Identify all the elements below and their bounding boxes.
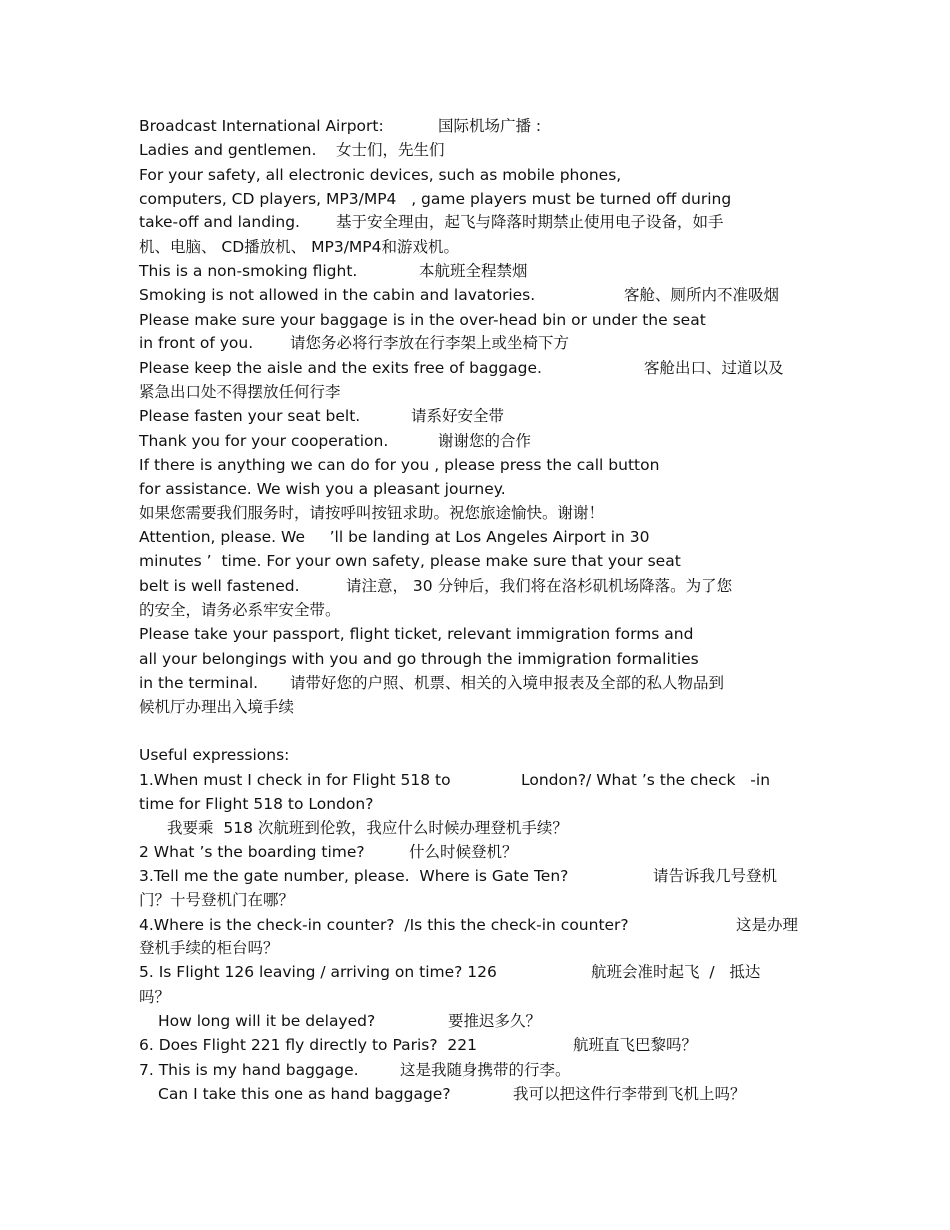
expr-4-zh-2: 登机手续的柜台吗？ (139, 939, 279, 957)
expr-1-line-2: time for Flight 518 to London? (139, 795, 374, 813)
expr-3-zh-2: 门？十号登机门在哪？ (139, 891, 295, 909)
line-baggage-2-zh: 请您务必将行李放在行李架上或坐椅下方 (290, 334, 570, 352)
line-passport-2: all your belongings with you and go through the immigration formalities (139, 650, 699, 668)
line-smoking: Smoking is not allowed in the cabin and lavatories. (139, 286, 536, 304)
expr-5b-zh: 要推迟多久？ (448, 1012, 542, 1030)
expr-7b: Can I take this one as hand baggage? (158, 1085, 451, 1103)
line-takeoff-zh: 基于安全理由，起飞与降落时期禁止使用电子设备，如手 (336, 213, 724, 231)
line-aisle-zh-2: 紧急出口处不得摆放任何行李 (139, 383, 341, 401)
line-safety-2: computers, CD players, MP3/MP4 , game players must be turned off during (139, 190, 732, 208)
useful-expressions-heading: Useful expressions: (139, 746, 290, 764)
line-devices-zh: 机、电脑、 CD播放机、 MP3/MP4和游戏机。 (139, 238, 459, 256)
line-attention-3-zh: 请注意， 30 分钟后，我们将在洛杉矶机场降落。为了您 (346, 577, 733, 595)
expr-2: 2 What ’s the boarding time? (139, 843, 365, 861)
line-takeoff: take-off and landing. (139, 213, 300, 231)
expr-7: 7. This is my hand baggage. (139, 1061, 359, 1079)
expr-7b-zh: 我可以把这件行李带到飞机上吗？ (513, 1085, 746, 1103)
expr-5: 5. Is Flight 126 leaving / arriving on time? 126 (139, 963, 497, 981)
expr-5-zh-2: 吗？ (139, 988, 171, 1006)
line-baggage-1: Please make sure your baggage is in the over-head bin or under the seat (139, 311, 706, 329)
line-baggage-2: in front of you. (139, 334, 254, 352)
expr-2-zh: 什么时候登机？ (409, 843, 518, 861)
expr-3-zh: 请告诉我几号登机 (653, 867, 778, 885)
line-broadcast-title-zh: 国际机场广播 : (438, 117, 542, 135)
line-attention-2: minutes ’ time. For your own safety, please make sure that your seat (139, 552, 681, 570)
line-safety-1: For your safety, all electronic devices, such as mobile phones, (139, 166, 622, 184)
expr-6: 6. Does Flight 221 fly directly to Paris? 221 (139, 1036, 478, 1054)
line-ladies: Ladies and gentlemen. (139, 141, 317, 159)
line-seatbelt-zh: 请系好安全带 (411, 407, 505, 425)
line-passport-3: in the terminal. (139, 674, 259, 692)
line-aisle: Please keep the aisle and the exits free of baggage. (139, 359, 542, 377)
line-nonsmoking-zh: 本航班全程禁烟 (419, 262, 528, 280)
line-broadcast-title: Broadcast International Airport: (139, 117, 384, 135)
expr-5b: How long will it be delayed? (158, 1012, 376, 1030)
line-call-1: If there is anything we can do for you , please press the call button (139, 456, 660, 474)
line-attention-1: Attention, please. We ’ll be landing at Los Angeles Airport in 30 (139, 528, 650, 546)
expr-4-zh: 这是办理 (736, 916, 799, 934)
expr-7-zh: 这是我随身携带的行李。 (400, 1061, 571, 1079)
expr-1-line-1-b: London?/ What ’s the check -in (521, 771, 771, 789)
expr-6-zh: 航班直飞巴黎吗？ (573, 1036, 698, 1054)
expr-1-zh: 我要乘 518 次航班到伦敦，我应什么时候办理登机手续？ (167, 819, 568, 837)
line-passport-3-zh: 请带好您的户照、机票、相关的入境申报表及全部的私人物品到 (290, 674, 725, 692)
expr-3: 3.Tell me the gate number, please. Where is Gate Ten? (139, 867, 569, 885)
line-call-zh: 如果您需要我们服务时，请按呼叫按钮求助。祝您旅途愉快。谢谢！ (139, 504, 605, 522)
line-aisle-zh: 客舱出口、过道以及 (644, 359, 784, 377)
line-nonsmoking: This is a non-smoking flight. (139, 262, 358, 280)
line-smoking-zh: 客舱、厕所内不准吸烟 (624, 286, 780, 304)
line-attention-zh-2: 的安全，请务必系牢安全带。 (139, 601, 341, 619)
line-attention-3: belt is well fastened. (139, 577, 300, 595)
line-ladies-zh: 女士们，先生们 (336, 141, 445, 159)
line-passport-1: Please take your passport, flight ticket, relevant immigration forms and (139, 625, 694, 643)
line-passport-zh-2: 候机厅办理出入境手续 (139, 698, 295, 716)
expr-5-zh: 航班会准时起飞 / 抵达 (591, 963, 761, 981)
line-seatbelt: Please fasten your seat belt. (139, 407, 361, 425)
expr-1-line-1: 1.When must I check in for Flight 518 to (139, 771, 451, 789)
line-thanks: Thank you for your cooperation. (139, 432, 389, 450)
line-call-2: for assistance. We wish you a pleasant journey. (139, 480, 506, 498)
expr-4: 4.Where is the check-in counter? /Is this the check-in counter? (139, 916, 629, 934)
line-thanks-zh: 谢谢您的合作 (438, 432, 532, 450)
